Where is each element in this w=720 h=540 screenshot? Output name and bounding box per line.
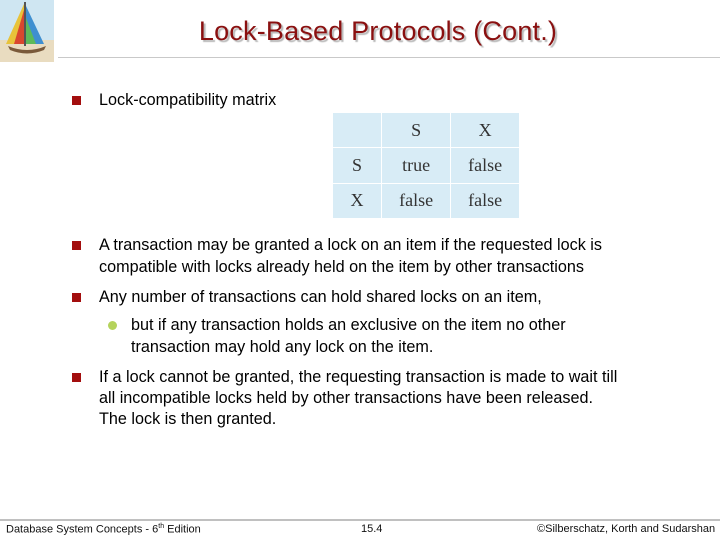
footer-book-title <box>6 523 201 536</box>
matrix-corner-cell <box>333 113 382 148</box>
matrix-row-label-s: S <box>333 148 382 184</box>
wait-text-line3: The lock is then granted. <box>99 410 277 428</box>
footer-book-prefix: Database System Concepts - 6 <box>6 523 159 536</box>
slide-title: Lock-Based Protocols (Cont.) <box>198 16 558 46</box>
shared-locks-text: Any number of transactions can hold shared locks on an item, <box>99 288 542 306</box>
footer-divider <box>0 519 720 521</box>
lock-compatibility-matrix <box>333 113 519 218</box>
footer-copyright: ©Silberschatz, Korth and Sudarshan <box>537 523 716 535</box>
exclusive-text-line1: but if any transaction holds an exclusive on the item no other <box>131 316 566 334</box>
matrix-row-label-x: X <box>333 183 382 218</box>
matrix-cell-x-x: false <box>468 190 503 211</box>
matrix-cell-x-s: false <box>382 183 451 218</box>
bullet-dot-icon <box>108 321 117 330</box>
footer-book-sup: th <box>158 523 165 530</box>
footer-page-number: 15.4 <box>361 523 383 535</box>
grant-text-line2: compatible with locks already held on the item by other transactions <box>99 258 584 276</box>
bullet-square-icon <box>72 241 81 250</box>
grant-text-line1: A transaction may be granted a lock on an item if the requested lock is <box>99 236 602 254</box>
matrix-cell-s-s: true <box>382 148 451 184</box>
matrix-cell-s-x: false <box>451 148 519 184</box>
footer-book-suffix: Edition <box>164 523 201 536</box>
wait-text-line1: If a lock cannot be granted, the requesting transaction is made to wait till <box>99 368 618 386</box>
matrix-label: Lock-compatibility matrix <box>99 91 277 109</box>
bullet-square-icon <box>72 96 81 105</box>
matrix-header-s: S <box>382 113 451 148</box>
bullet-square-icon <box>72 293 81 302</box>
matrix-header-x: X <box>451 113 519 148</box>
wait-text-line2: all incompatible locks held by other transactions have been released. <box>99 389 594 407</box>
exclusive-text-line2: transaction may hold any lock on the item. <box>131 338 434 356</box>
bullet-square-icon <box>72 373 81 382</box>
title-divider <box>58 57 720 58</box>
